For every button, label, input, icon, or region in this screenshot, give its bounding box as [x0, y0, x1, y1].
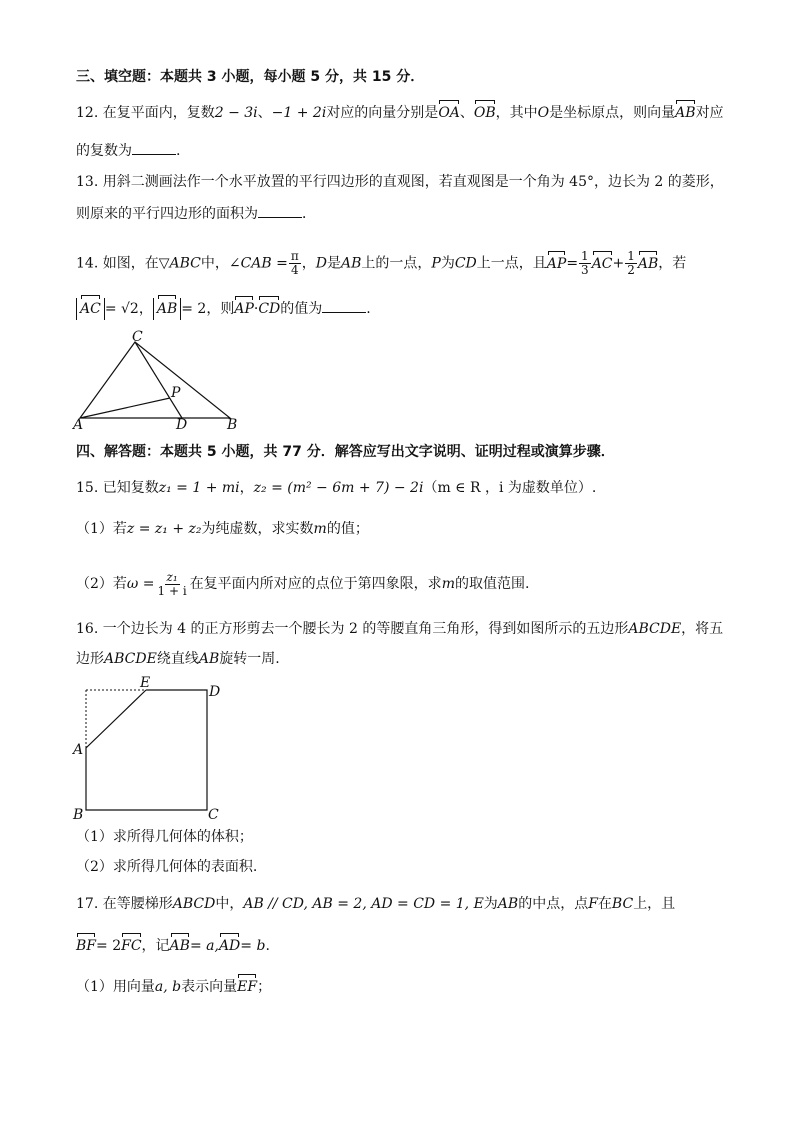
pentagon-abcde	[86, 690, 207, 810]
q15-m: m	[313, 521, 327, 537]
q12-vector-ob: OB	[473, 105, 496, 121]
q14-frac-pi4	[289, 250, 301, 277]
q17-vector-pair: a, b	[154, 979, 182, 995]
q13-text: 则原来的平行四边形的面积为	[76, 206, 258, 222]
q14-line2	[76, 298, 734, 320]
q12-line1: 12. 在复平面内，复数2 − 3i、−1 + 2i对应的向量分别是OA、OB，其中O是坐标原点，则向量AB对应	[76, 105, 724, 121]
section4-heading: 四、解答题：本题共 5 小题，共 77 分．解答应写出文字说明、证明过程或演算步骤．	[76, 444, 615, 460]
q17-text: 在	[597, 896, 612, 912]
q13-text: 用斜二测画法作一个水平放置的平行四边形的直观图，若直观图是一个角为 45°，边长为 2 的菱形，	[102, 174, 724, 190]
q16-part2: （2）求所得几何体的表面积.	[76, 859, 258, 875]
q14-number: 14.	[76, 255, 99, 272]
q17-text: 在等腰梯形	[102, 896, 173, 912]
frac-den: 1 + i	[157, 583, 187, 598]
triangle-abc	[80, 342, 230, 418]
q14-end: .	[366, 301, 371, 317]
q17-text: ，记	[141, 938, 170, 954]
q14-vector-ab: AB	[637, 255, 659, 272]
q14-text: ，则	[206, 301, 235, 317]
answer-blank[interactable]	[258, 203, 302, 218]
q14-abs-ab	[153, 298, 181, 320]
q17-text: ；	[257, 979, 272, 995]
q17-bc: BC	[611, 896, 634, 912]
q17-text: 表示向量	[181, 979, 238, 995]
segment-cd	[135, 342, 182, 418]
q12-line2	[76, 140, 734, 161]
frac-den: 4	[291, 263, 299, 277]
q14-comma: ，	[138, 301, 153, 317]
q12-vector-ab: AB	[675, 105, 696, 121]
q16-pentagon: ABCDE	[104, 651, 157, 667]
q12-text: ，其中	[495, 105, 538, 121]
q14-text: 上的一点，	[361, 255, 432, 272]
label-c: C	[132, 330, 143, 345]
q14-vector-cd: CD	[258, 301, 281, 317]
q14-eq-2: = 2	[181, 301, 207, 317]
q16-part1: （1）求所得几何体的体积；	[76, 829, 253, 845]
q14-text: 的值为	[280, 301, 323, 317]
q12-end: .	[176, 143, 181, 159]
q12-complex1: 2 − 3i	[214, 105, 258, 121]
q17-vector-fc: FC	[121, 938, 142, 954]
q15-text: （m ∈ R ，i 为虚数单位）.	[423, 480, 597, 496]
q12-text: 是坐标原点，则向量	[549, 105, 676, 121]
q14-abs-ac	[76, 298, 105, 320]
q14-line1	[76, 250, 734, 277]
q14-angle: ∠CAB =	[228, 255, 288, 272]
q17-eq-b: = b	[240, 938, 266, 954]
q17-abcd: ABCD	[172, 896, 216, 912]
q15-text: ，	[239, 480, 254, 496]
frac-num: z₁	[166, 569, 178, 584]
q16-text: 绕直线	[156, 651, 199, 667]
q14-vector-ab: AB	[157, 298, 177, 320]
q12-text: 对应的向量分别是	[326, 105, 439, 121]
q13-line1	[76, 172, 734, 192]
q13-line2	[76, 203, 734, 224]
q17-text: 为	[483, 896, 498, 912]
q13-number: 13.	[76, 174, 99, 190]
q17-text: 上，且	[633, 896, 676, 912]
label-e: E	[140, 675, 151, 691]
q15-expr: z = z₁ + z₂	[126, 521, 202, 537]
q16-text: ，将五	[681, 621, 724, 637]
q12-number: 12.	[76, 105, 99, 121]
label-p: P	[171, 385, 181, 401]
segment-ap	[80, 398, 170, 418]
q15-text: 已知复数	[102, 480, 159, 496]
q17-vector-bf: BF	[76, 938, 97, 954]
q15-number: 15.	[76, 480, 99, 496]
q15-omega: ω =	[126, 576, 155, 592]
q15-z1: z₁ = 1 + mi	[158, 480, 240, 496]
q17-eq: = 2	[96, 938, 122, 954]
q14-text: 为	[440, 255, 455, 272]
q14-text: ，	[301, 255, 316, 272]
label-a: A	[73, 417, 84, 430]
label-d: D	[209, 684, 221, 700]
q12-vector-oa: OA	[438, 105, 460, 121]
q16-line2	[76, 649, 734, 669]
q15-text: （1）若	[76, 521, 127, 537]
label-b: B	[227, 417, 238, 430]
q14-eq: =	[566, 255, 579, 272]
q16-line1	[76, 619, 734, 639]
section3-heading: 三、填空题：本题共 3 小题，每小题 5 分，共 15 分．	[76, 69, 425, 85]
frac-num: 1	[581, 249, 589, 263]
q15-text: 的取值范围.	[454, 576, 530, 592]
q14-dot: ·	[253, 301, 259, 317]
q17-text: （1）用向量	[76, 979, 155, 995]
q15-frac	[156, 571, 189, 598]
q17-text: 的中点，点	[518, 896, 589, 912]
q12-text: 对应	[695, 105, 724, 121]
q14-triangle-figure	[70, 330, 250, 430]
q14-text: 中，	[200, 255, 229, 272]
q12-origin: O	[537, 105, 550, 121]
q14-d: D	[315, 255, 328, 272]
q14-cd: CD	[454, 255, 477, 272]
q15-text: 为纯虚数，求实数	[201, 521, 314, 537]
q14-eq-sqrt2: = √2	[104, 301, 139, 317]
q15-text: 在复平面内所对应的点位于第四象限，求	[189, 576, 442, 592]
q14-text: 是	[327, 255, 342, 272]
q17-ab: AB	[497, 896, 519, 912]
q16-number: 16.	[76, 621, 99, 637]
q14-ab: AB	[341, 255, 362, 272]
q15-text: 的值；	[326, 521, 369, 537]
label-a: A	[73, 742, 84, 758]
q14-text: 上一点，且	[476, 255, 547, 272]
q14-frac-third	[579, 250, 591, 277]
q14-vector-ap: AP	[546, 255, 567, 272]
q15-text: （2）若	[76, 576, 127, 592]
q17-vector-ef: EF	[237, 979, 258, 995]
q17-vector-ab: AB	[169, 938, 190, 954]
frac-num: π	[290, 249, 299, 263]
q14-vector-ac: AC	[591, 255, 613, 272]
label-c: C	[208, 807, 219, 823]
q15-part1	[76, 519, 734, 539]
q14-vector-ap: AP	[234, 301, 254, 317]
q15-m: m	[441, 576, 455, 592]
q17-line2	[76, 936, 734, 956]
answer-blank[interactable]	[322, 298, 366, 313]
q17-conditions: AB // CD, AB = 2, AD = CD = 1, E	[243, 896, 484, 912]
q17-vector-ad: AD	[218, 938, 241, 954]
q17-eq-a: = a,	[189, 938, 219, 954]
answer-blank[interactable]	[132, 140, 176, 155]
frac-den: 3	[581, 263, 589, 277]
label-d: D	[176, 417, 188, 430]
q17-text: 中，	[215, 896, 244, 912]
q16-pentagon: ABCDE	[628, 621, 682, 637]
q16-text: 旋转一周.	[219, 651, 280, 667]
q17-end: .	[265, 938, 270, 954]
q13-end: ．	[302, 206, 316, 222]
q12-text: 的复数为	[76, 143, 132, 159]
q16-text: 一个边长为 4 的正方形剪去一个腰长为 2 的等腰直角三角形，得到如图所示的五边形	[102, 621, 629, 637]
q12-complex2: −1 + 2i	[271, 105, 327, 121]
q17-f: F	[588, 896, 598, 912]
q14-vector-ac: AC	[80, 298, 101, 320]
q16-ab: AB	[198, 651, 220, 667]
label-b: B	[73, 807, 84, 823]
q15-part2	[76, 570, 734, 598]
q17-line1	[76, 894, 734, 914]
q17-part1	[76, 977, 734, 997]
q12-sep: 、	[257, 105, 272, 121]
frac-den: 2	[627, 263, 635, 277]
q14-text: ，若	[658, 255, 687, 272]
q14-plus: +	[612, 255, 625, 272]
q14-triangle: ▽ABC	[158, 255, 201, 272]
q12-text: 在复平面内，复数	[102, 105, 215, 121]
q14-frac-half	[625, 250, 637, 277]
q15-line1	[76, 478, 734, 498]
frac-num: 1	[627, 249, 635, 263]
q17-number: 17.	[76, 896, 99, 912]
q16-pentagon-figure	[70, 672, 230, 824]
q14-text: 如图，在	[102, 255, 159, 272]
q16-text: 边形	[76, 651, 104, 667]
q14-p: P	[431, 255, 441, 272]
q15-z2: z₂ = (m² − 6m + 7) − 2i	[253, 480, 424, 496]
